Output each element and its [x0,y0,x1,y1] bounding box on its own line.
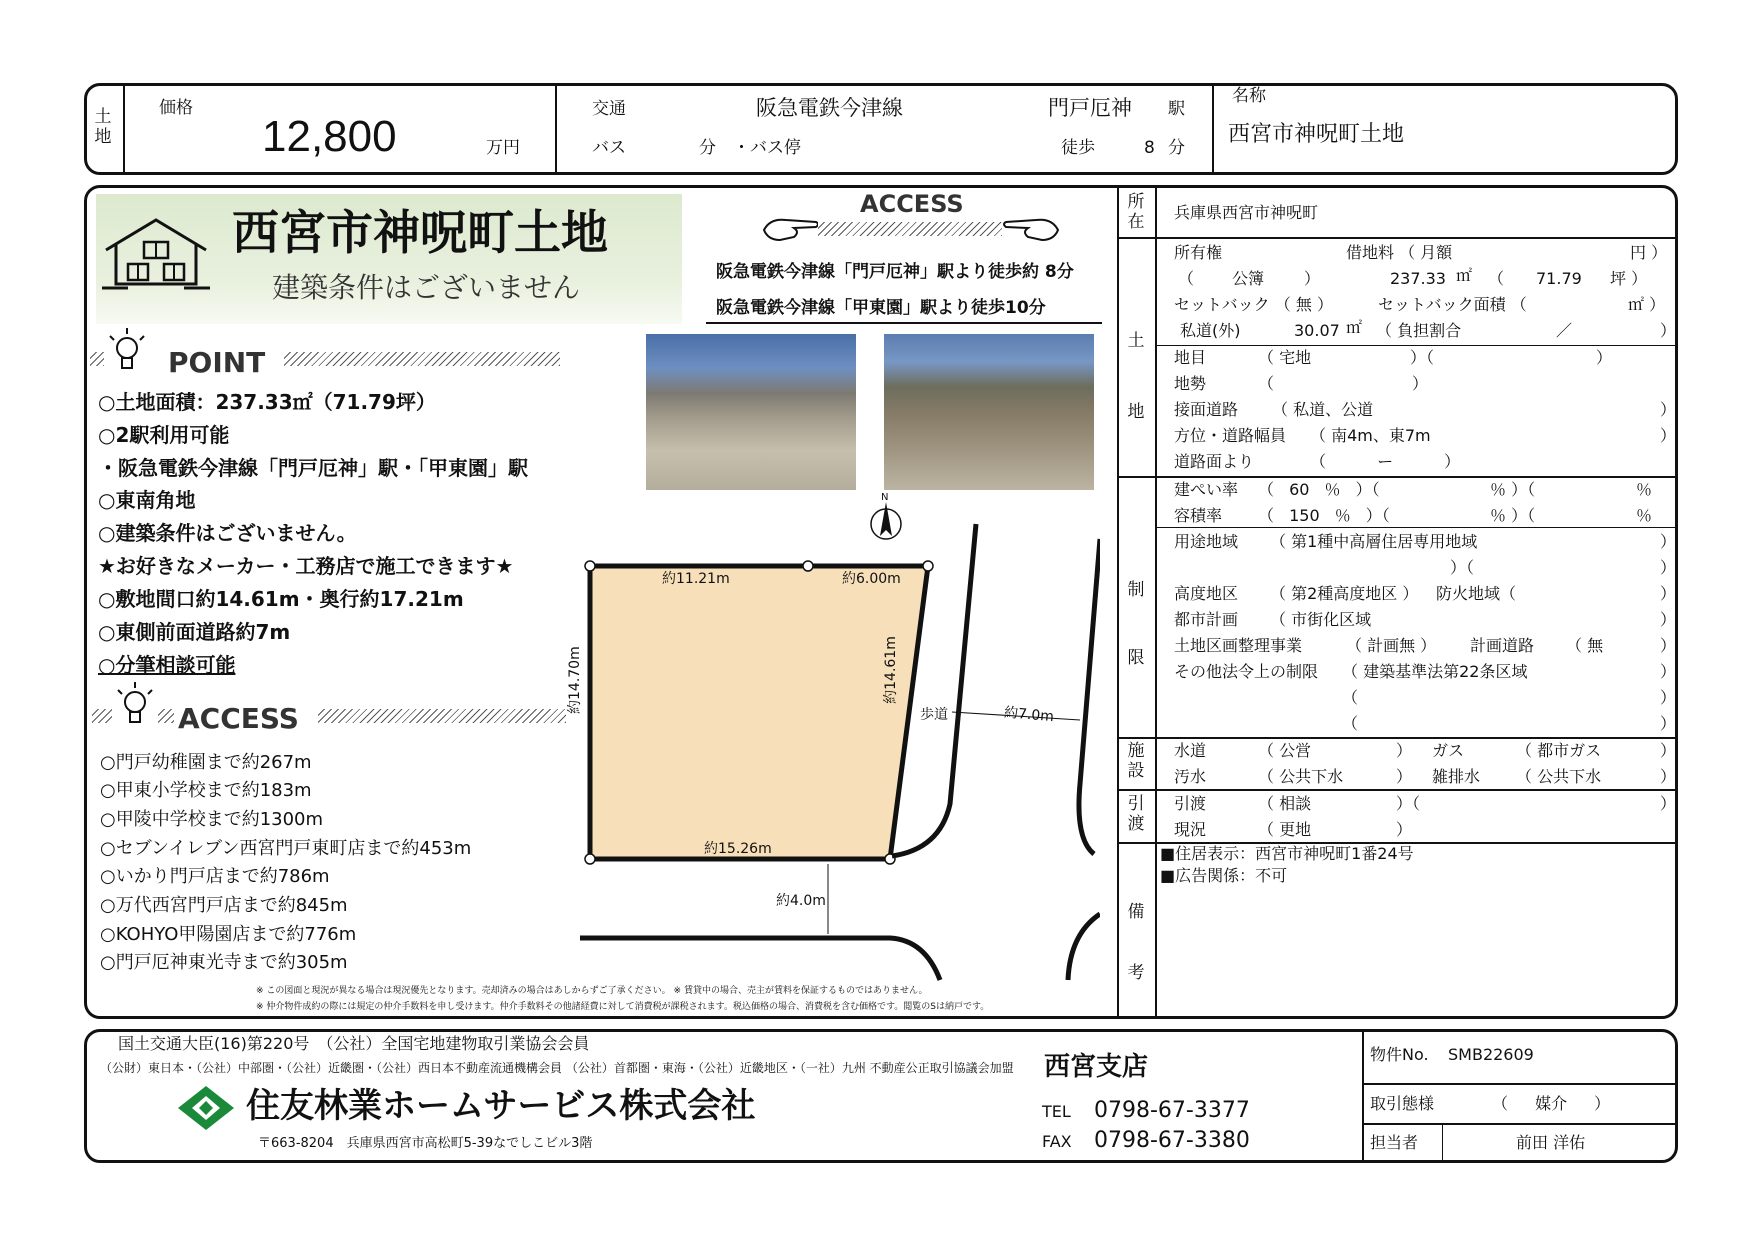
restriction-label: 制限 [1127,580,1145,668]
dim-top-right: 約6.00m [842,571,901,587]
access-item: ○甲東小学校まで約183m [100,780,312,801]
banner-title: 西宮市神呪町土地 [232,206,608,261]
tsubo-open: （ [1488,269,1505,288]
bus-stop-label: ・バス停 [733,138,801,158]
associations: （公財）東日本・（公社）中部圏・（公社）近畿圏・（公社）西日本不動産流通機構会員 （公社）首都圏・東海・（公社）近畿地区・（一社）九州 不動産公正取引協議会加盟 [100,1061,1014,1075]
dim-left: 約14.70m [567,646,583,714]
site-photo-2 [884,334,1094,490]
underline [706,322,1102,324]
access-item: ○門戸厄神東光寺まで約305m [100,952,348,973]
chisei-open: （ [1258,374,1275,393]
transaction-label: 取引態様 [1370,1094,1435,1113]
sewage-label: 汚水 [1174,767,1207,786]
access-box-line2: 阪急電鉄今津線「甲東園」駅より徒歩10分 [716,298,1046,318]
other-3-open: （ [1342,714,1359,733]
kobo-open: （ [1178,269,1195,288]
point-item: ○建築条件はございません。 [98,521,357,545]
divider [1362,1123,1676,1125]
property-no-label: 物件No. [1370,1045,1429,1064]
divider [1155,187,1157,1017]
north-label: N [881,492,889,503]
company-name: 住友林業ホームサービス株式会社 [246,1086,756,1126]
coverage-value: （ 60 ％ ）（ [1258,480,1380,499]
zoning-2: ）（ [1450,558,1475,577]
readjust-value: （ 計画無 ） [1346,636,1437,655]
hatch-decoration [90,352,104,366]
sqm-unit: ㎡ [1456,266,1473,285]
delivery-label: 引渡 [1127,794,1145,834]
walk-minutes: 8 [1144,138,1155,158]
pointing-hand-right-icon [760,210,822,248]
line-name: 阪急電鉄今津線 [756,96,903,120]
station-name: 門戸厄神 [1048,96,1132,120]
agent-label: 担当者 [1370,1133,1419,1152]
license: 国土交通大臣(16)第220号 （公社）全国宅地建物取引業協会会員 [118,1034,590,1053]
far-3: ％ [1636,506,1653,525]
transport-label: 交通 [592,99,626,119]
chisei-label: 地勢 [1174,374,1207,393]
banner-subtitle: 建築条件はございません [272,271,581,304]
hatch-decoration [158,709,174,723]
chisei-close: ） [1412,374,1429,393]
height-from-road-value: （ ー ） [1310,452,1461,471]
price-label: 価格 [159,98,193,118]
far-label: 容積率 [1174,506,1223,525]
house-icon [100,214,212,294]
city-plan-label: 都市計画 [1174,610,1239,629]
location-label: 所在 [1127,192,1145,232]
delivery-value: （ 相談 [1258,794,1312,813]
divider [1117,476,1676,478]
area-sqm: 237.33 [1390,269,1446,288]
point-item: ★お好きなメーカー・工務店で施工できます★ [98,554,514,578]
gas-close: ） [1660,741,1677,760]
road-contact-close: ） [1660,400,1677,419]
property-name: 西宮市神呪町土地 [1228,122,1405,147]
delivery-close: ）（ [1396,794,1421,813]
price-unit: 万円 [486,138,520,158]
direction-close: ） [1660,426,1677,445]
tel-value: 0798-67-3377 [1094,1098,1250,1123]
burden-ratio: （ 負担割合 [1376,321,1462,340]
misc-close: ） [1660,767,1677,786]
area-tsubo: 71.79 [1536,269,1582,288]
point-item: ○敷地間口約14.61m・奥行約17.21m [98,587,464,611]
direction-value: （ 南4m、東7m [1310,426,1431,445]
access-box-line1: 阪急電鉄今津線「門戸厄神」駅より徒歩約 8分 [716,262,1074,282]
chimoku-label: 地目 [1174,348,1207,367]
category-label: 土地 [94,107,112,147]
transaction-value: （ 媒介 ） [1492,1094,1611,1113]
private-road-sqm: ㎡ [1346,318,1363,337]
divider [1442,1124,1443,1162]
height-district-label: 高度地区 [1174,584,1239,603]
burden-close: ） [1660,321,1677,340]
private-road-label: 私道(外) [1180,321,1241,340]
divider [1362,1031,1364,1161]
delivery-close-2: ） [1660,794,1677,813]
price-value: 12,800 [262,112,397,161]
gas-value: （ 都市ガス [1516,741,1602,760]
remarks-label: 備考 [1127,902,1145,984]
water-value: （ 公営 [1258,741,1312,760]
tel-label: TEL [1042,1102,1071,1121]
other-2-close: ） [1660,688,1677,707]
site-plan [580,494,1100,994]
divider [1117,737,1676,739]
north-arrow-icon [871,502,901,539]
sewage-value: （ 公共下水 [1258,767,1344,786]
far-value: （ 150 ％ ）（ [1258,506,1390,525]
coverage-2: ％ ）（ [1490,480,1536,499]
coverage-label: 建ぺい率 [1174,480,1239,499]
fire-close: ） [1660,584,1677,603]
burden-slash: ／ [1556,321,1573,340]
access-box-title: ACCESS [860,190,964,218]
dim-bottom: 約15.26m [704,841,772,857]
south-road-width: 約4.0m [776,893,826,909]
facility-label: 施設 [1127,741,1145,781]
access-item: ○門戸幼稚園まで約267m [100,752,312,773]
lightbulb-icon [112,680,158,730]
access-item: ○万代西宮門戸店まで約845m [100,895,348,916]
location-value: 兵庫県西宮市神呪町 [1174,203,1319,222]
fax-label: FAX [1042,1132,1072,1151]
tsubo-close: 坪 ） [1610,269,1648,288]
fire-label: 防火地域（ [1436,584,1517,603]
misc-label: 雑排水 [1432,767,1481,786]
coverage-3: ％ [1636,480,1653,499]
hatch-decoration [818,222,1002,236]
zoning-value: （ 第1種中高層住居専用地域 [1270,532,1478,551]
access-item: ○セブンイレブン西宮門戸東町店まで約453m [100,838,472,859]
station-suffix: 駅 [1168,99,1185,119]
divider [1117,237,1676,239]
ownership: 所有権 [1174,243,1223,262]
divider [1117,789,1676,791]
divider [1212,84,1214,174]
kobo-close: ） [1304,269,1321,288]
company-address: 〒663-8204 兵庫県西宮市高松町5-39なでしこビル3階 [258,1136,593,1151]
city-plan-value: （ 市街化区域 [1270,610,1372,629]
dim-right: 約14.61m [883,636,899,704]
chimoku-close: ）（ [1410,348,1435,367]
divider [1117,187,1119,1017]
setback-area: セットバック面積 （ [1378,295,1527,314]
plan-road-value: （ 無 [1566,636,1604,655]
point-item: ○東側前面道路約7m [98,620,291,644]
zoning-label: 用途地域 [1174,532,1239,551]
misc-value: （ 公共下水 [1516,767,1602,786]
kobo-label: 公簿 [1232,269,1265,288]
dim-top-left: 約11.21m [662,571,730,587]
site-photo-1 [646,334,856,490]
lightbulb-icon [104,326,150,376]
note-line-1: ※ この図面と現況が異なる場合は現況優先となります。売却済みの場合はあしからずご了承ください。 ※ 賃貸中の場合、売主が賃料を保証するものではありません。 [256,986,928,996]
status-close: ） [1396,820,1413,839]
road-contact-value: （ 私道、公道 [1272,400,1374,419]
hatch-decoration [284,352,560,366]
walk-minutes-unit: 分 [1168,138,1185,158]
status-label: 現況 [1174,820,1207,839]
point-heading: POINT [168,346,266,379]
other-3-close: ） [1660,714,1677,733]
point-item: ○分筆相談可能 [98,653,236,677]
point-item: ○2駅利用可能 [98,423,230,447]
other-label: その他法令上の制限 [1174,662,1319,681]
plan-road-label: 計画道路 [1470,636,1535,655]
name-label: 名称 [1232,86,1266,106]
height-from-road-label: 道路面より [1174,452,1255,471]
land-label: 土地 [1127,331,1145,423]
company-logo-icon [176,1084,236,1132]
readjust-label: 土地区画整理事業 [1174,636,1303,655]
yen-close: 円 ） [1630,243,1668,262]
bus-minutes-label: 分 [699,138,716,158]
east-road-width: 約7.0m [1003,704,1055,726]
branch-name: 西宮支店 [1044,1052,1149,1082]
sqm-close: ㎡ ） [1628,295,1666,314]
point-item: ○東南角地 [98,488,196,512]
divider [1155,345,1676,346]
plan-road-close: ） [1660,636,1677,655]
note-line-2: ※ 仲介物件成約の際には規定の仲介手数料を申し受けます。仲介手数料その他諸経費に対して消費税が課税されます。税込価格の場合、消費税を含む価格です。閲覧のSは納戸です。 [256,1002,990,1012]
remark-2: ■広告関係：不可 [1160,866,1288,885]
walk-label: 徒歩 [1061,138,1095,158]
other-2-open: （ [1342,688,1359,707]
other-value: （ 建築基準法第22条区域 [1342,662,1528,681]
access-item: ○いかり門戸店まで約786m [100,866,330,887]
far-2: ％ ）（ [1490,506,1536,525]
fax-value: 0798-67-3380 [1094,1128,1250,1153]
property-no-value: SMB22609 [1448,1045,1534,1064]
status-value: （ 更地 [1258,820,1312,839]
plot-area [590,566,928,859]
access-item: ○KOHYO甲陽園店まで約776m [100,924,357,945]
divider [1155,527,1676,528]
delivery-row-label: 引渡 [1174,794,1207,813]
private-road-area: 30.07 [1294,321,1340,340]
point-item: ○土地面積：237.33㎡（71.79坪） [98,390,436,414]
zoning-close: ） [1660,532,1677,551]
other-close: ） [1660,662,1677,681]
divider [123,84,125,174]
divider [1362,1083,1676,1085]
bus-label: バス [592,138,626,158]
water-close: ） [1396,741,1413,760]
setback: セットバック （ 無 ） [1174,295,1333,314]
remark-1: ■住居表示：西宮市神呪町1番24号 [1160,844,1414,863]
gas-label: ガス [1432,741,1465,760]
sidewalk-label: 歩道 [920,707,948,723]
point-item: ・阪急電鉄今津線「門戸厄神」駅・「甲東園」駅 [98,456,528,480]
hatch-decoration [318,709,566,723]
lease-fee-label: 借地料 （ 月額 [1346,243,1453,262]
city-plan-close: ） [1660,610,1677,629]
hatch-decoration [92,709,112,723]
divider [555,84,557,174]
road-contact-label: 接面道路 [1174,400,1239,419]
access-item: ○甲陵中学校まで約1300m [100,809,324,830]
zoning-2-close: ） [1660,558,1677,577]
access-list-heading: ACCESS [178,702,299,735]
chimoku-value: （ 宅地 [1258,348,1312,367]
water-label: 水道 [1174,741,1207,760]
chimoku-close-2: ） [1596,348,1613,367]
agent-value: 前田 洋佑 [1516,1133,1586,1152]
height-district-value: （ 第2種高度地区 ） [1270,584,1419,603]
sewage-close: ） [1396,767,1413,786]
direction-label: 方位・道路幅員 [1174,426,1287,445]
pointing-hand-left-icon [1000,210,1062,248]
